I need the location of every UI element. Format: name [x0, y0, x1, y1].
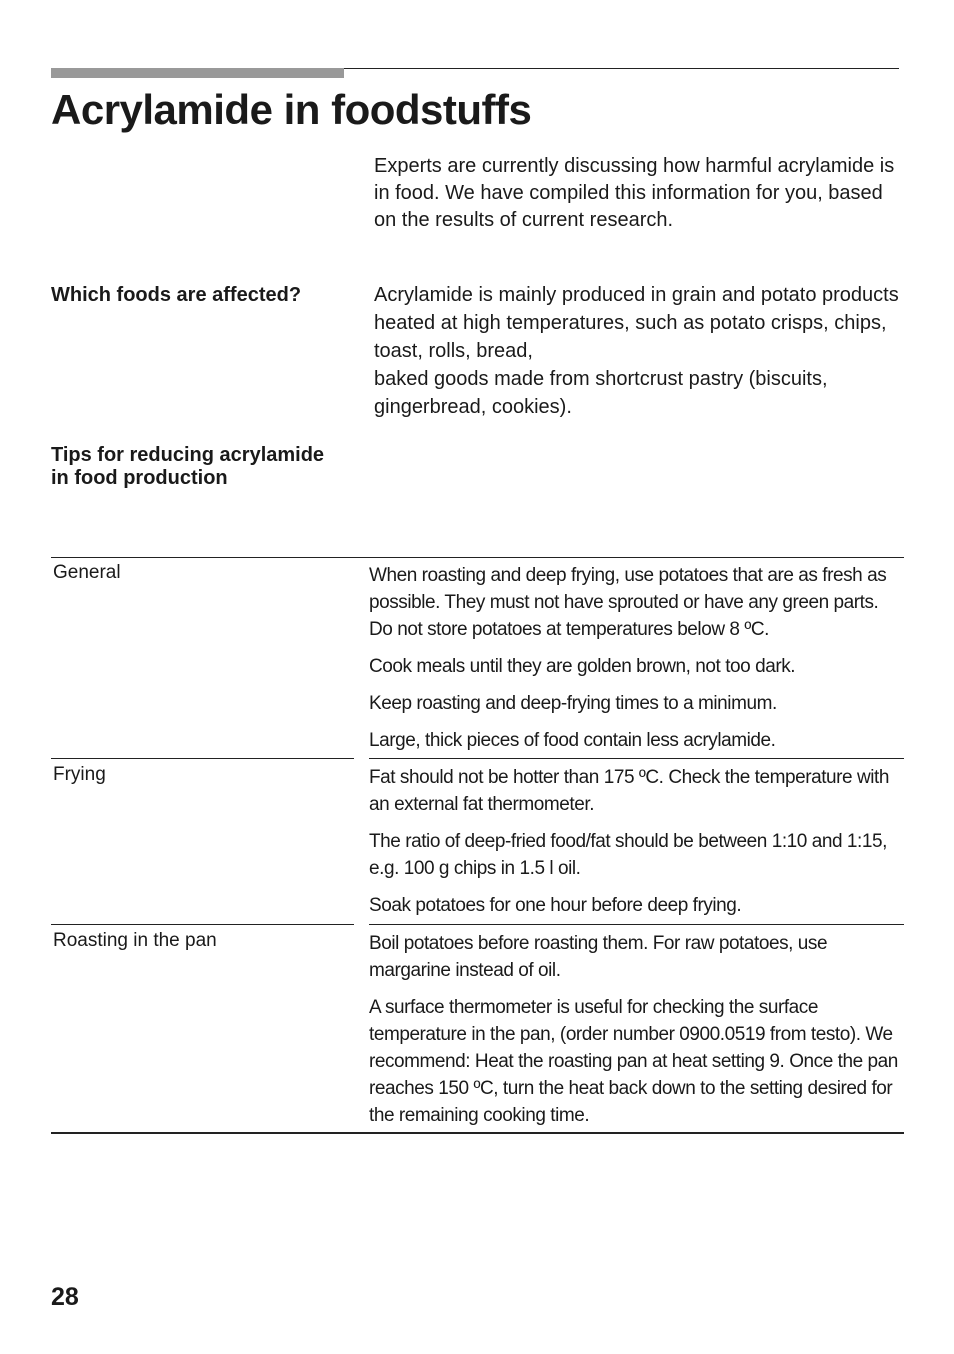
row-label-frying: Frying — [53, 764, 106, 785]
row-items-roasting — [369, 924, 904, 1129]
row-label-roasting: Roasting in the pan — [53, 930, 217, 951]
header-accent-bar — [51, 68, 344, 78]
which-foods-answer-line2: baked goods made from shortcrust pastry (biscuits, gingerbread, cookies). — [374, 368, 828, 418]
tip-item: Keep roasting and deep-frying times to a minimum. — [369, 693, 777, 714]
which-foods-answer — [374, 281, 914, 421]
tip-item: Cook meals until they are golden brown, not too dark. — [369, 656, 796, 677]
row-rule-left — [51, 758, 354, 759]
tip-item: When roasting and deep frying, use potatoes that are as fresh as possible. They must not have sprouted or have any green parts. Do not store potatoes at temperatures below 8 ºC. — [369, 565, 887, 640]
row-label-general: General — [53, 562, 121, 583]
page-number: 28 — [51, 1283, 79, 1311]
intro-text: Experts are currently discussing how harmful acrylamide is in food. We have compiled this information for you, based on the results of current research. — [374, 155, 895, 231]
tips-heading: Tips for reducing acrylamide in food production — [51, 444, 325, 489]
table-row-roasting — [51, 924, 904, 1134]
tip-item: Fat should not be hotter than 175 ºC. Check the temperature with an external fat thermometer. — [369, 767, 889, 815]
table-row-frying — [51, 758, 904, 924]
which-foods-answer-line1: Acrylamide is mainly produced in grain and potato products heated at high temperatures, such as potato crisps, chips, toast, rolls, bread, — [374, 284, 899, 362]
row-rule-right — [369, 758, 904, 759]
row-items-general — [369, 557, 904, 754]
tip-item: The ratio of deep-fried food/fat should be between 1:10 and 1:15, e.g. 100 g chips in 1.5 l oil. — [369, 831, 887, 879]
tip-item: Boil potatoes before roasting them. For raw potatoes, use margarine instead of oil. — [369, 933, 828, 981]
table-row-general — [51, 557, 904, 758]
which-foods-heading: Which foods are affected? — [51, 284, 302, 306]
tip-item: Soak potatoes for one hour before deep frying. — [369, 895, 742, 916]
row-rule-left — [51, 924, 354, 925]
tip-item: A surface thermometer is useful for checking the surface temperature in the pan, (order number 0900.0519 from testo). We recommend: Heat the roasting pan at heat setting 9. Once the pan reaches 150 ºC, turn the heat back down to the setting desired for the remaining cooking time. — [369, 997, 898, 1126]
tips-table — [51, 557, 904, 1134]
tip-item: Large, thick pieces of food contain less acrylamide. — [369, 730, 776, 751]
page-title: Acrylamide in foodstuffs — [51, 86, 532, 133]
row-items-frying — [369, 758, 904, 919]
intro-paragraph — [374, 153, 904, 234]
table-bottom-rule — [51, 1132, 904, 1134]
row-rule-right — [369, 924, 904, 925]
